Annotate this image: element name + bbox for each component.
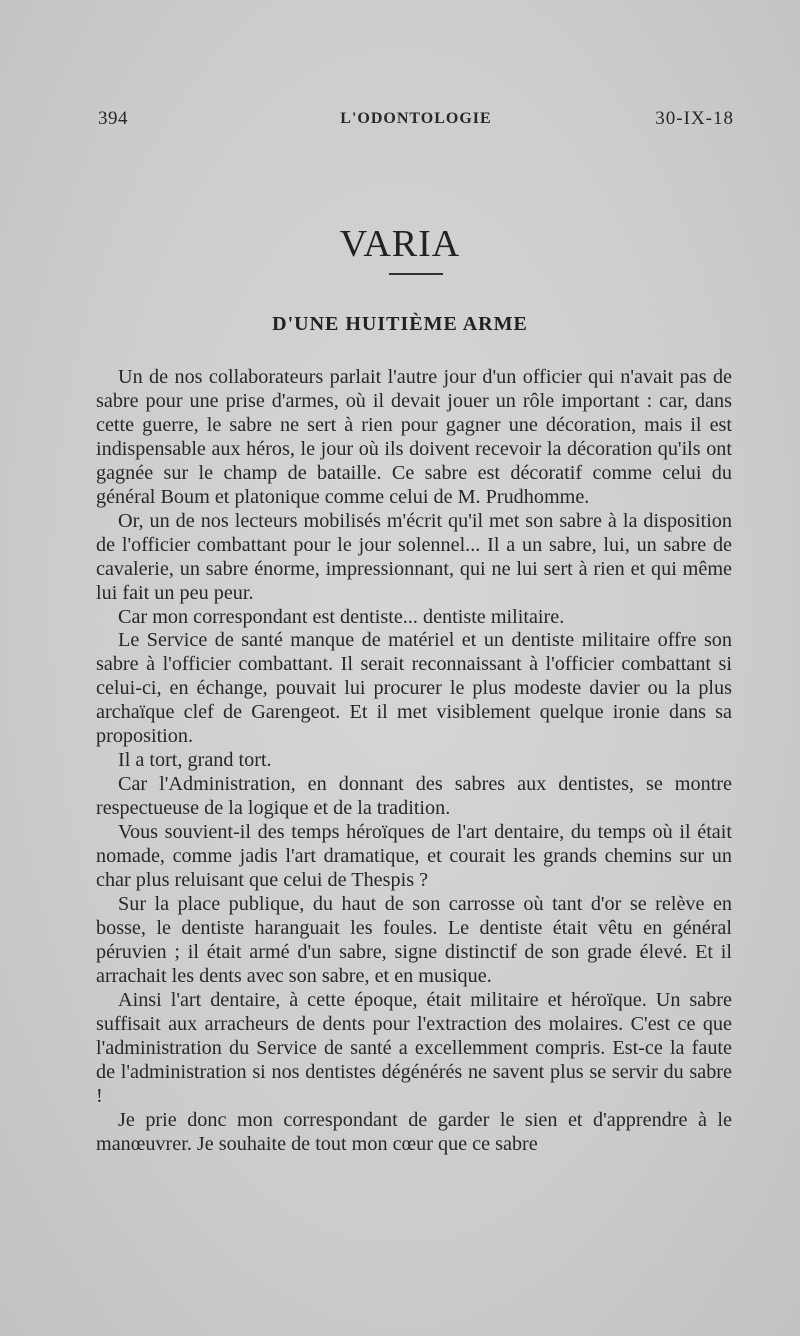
issue-date: 30-IX-18 (655, 108, 734, 129)
journal-title: L'ODONTOLOGIE (340, 110, 492, 127)
running-header (98, 108, 734, 136)
page-number: 394 (98, 108, 128, 129)
article-title: D'UNE HUITIÈME ARME (272, 313, 528, 335)
paragraph: Sur la place publique, du haut de son carrosse où tant d'or se relève en bosse, le dentiste haranguait les foules. Le dentiste était vêtu en général péruvien ; il était armé d'un sabre, signe distinctif de son grade élevé. Et il arrachait les dents avec son sabre, et en musique. (96, 892, 732, 987)
paragraph: Car mon correspondant est dentiste... dentiste militaire. (118, 605, 565, 628)
paragraph: Ainsi l'art dentaire, à cette époque, était militaire et héroïque. Un sabre suffisait aux arracheurs de dents pour l'extraction des molaires. C'est ce que l'administration du Service de santé a excellemment compris. Est-ce la faute de l'administration si nos dentistes dégénérés ne savent plus se servir du sabre ! (96, 988, 732, 1107)
paragraph: Le Service de santé manque de matériel et un dentiste militaire offre son sabre à l'officier combattant. Il serait reconnaissant à l'officier combattant si celui-ci, en échange, pouvait lui procurer le plus modeste davier ou la plus archaïque clef de Garengeot. Et il met visiblement quelque ironie dans sa proposition. (96, 629, 732, 748)
paragraph: Or, un de nos lecteurs mobilisés m'écrit qu'il met son sabre à la disposition de l'officier combattant pour le jour solennel... Il a un sabre, lui, un sabre de cavalerie, un sabre énorme, impressionnant, qui ne lui sert à rien et qui même lui fait un peu peur. (96, 509, 732, 604)
paragraph: Vous souvient-il des temps héroïques de l'art dentaire, du temps où il était nomade, comme jadis l'art dramatique, et courait les grands chemins sur un char plus reluisant que celui de Thespis ? (96, 821, 732, 892)
section-title: VARIA (339, 223, 461, 265)
paragraph: Je prie donc mon correspondant de garder le sien et d'apprendre à le manœuvrer. Je souhaite de tout mon cœur que ce sabre (96, 1108, 732, 1155)
paragraph: Un de nos collaborateurs parlait l'autre jour d'un officier qui n'avait pas de sabre pour une prise d'armes, où il devait jouer un rôle important : car, dans cette guerre, le sabre ne sert à rien pour gagner une décoration, mais il est indispensable aux héros, le jour où ils doivent recevoir la décoration qu'ils ont gagnée sur le champ de bataille. Ce sabre est décoratif comme celui du général Boum et platonique comme celui de M. Prudhomme. (96, 366, 732, 508)
article-body (96, 366, 732, 1156)
paragraph: Il a tort, grand tort. (118, 749, 272, 772)
paragraph: Car l'Administration, en donnant des sabres aux dentistes, se montre respectueuse de la logique et de la tradition. (96, 773, 732, 820)
title-divider (389, 273, 443, 275)
